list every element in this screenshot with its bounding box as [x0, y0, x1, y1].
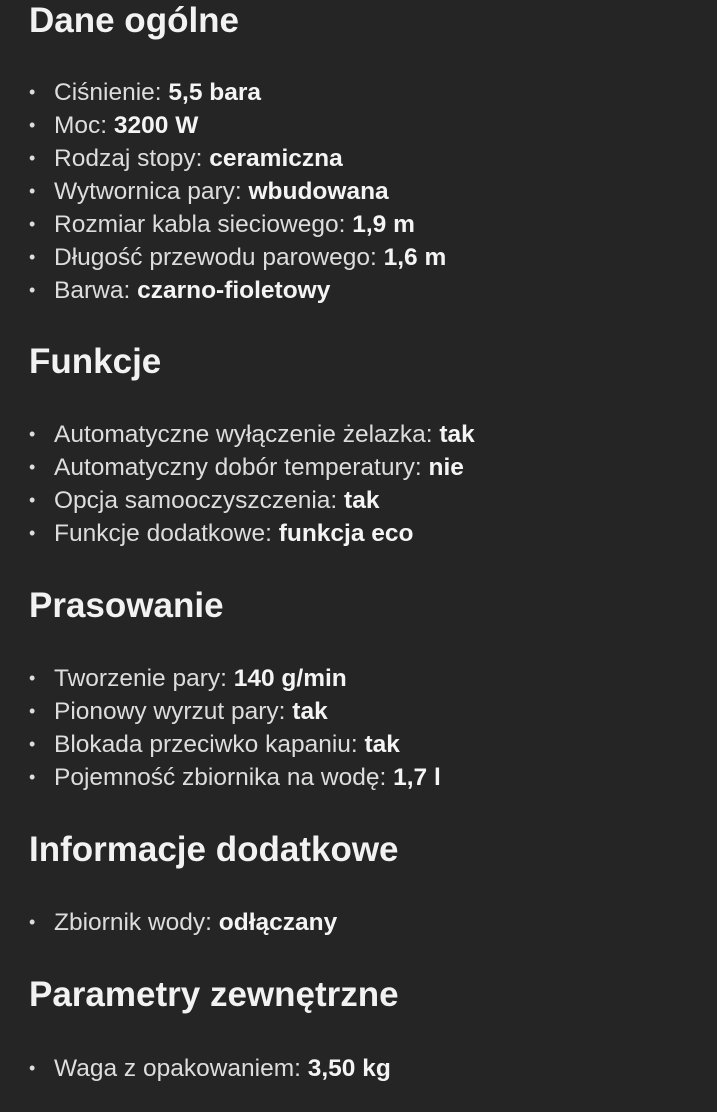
spec-label: Rozmiar kabla sieciowego:	[54, 211, 353, 238]
spec-item	[0, 695, 441, 728]
section-title-prasowanie: Prasowanie	[29, 586, 224, 625]
spec-label: Tworzenie pary:	[54, 665, 234, 692]
spec-value: ceramiczna	[209, 145, 343, 172]
spec-label: Długość przewodu parowego:	[54, 244, 384, 271]
spec-value: 3,50 kg	[307, 1055, 391, 1082]
bullet-icon: •	[29, 457, 36, 477]
spec-list-prasowanie	[0, 662, 441, 794]
spec-item	[0, 175, 446, 208]
bullet-icon: •	[29, 767, 36, 787]
spec-item	[0, 142, 446, 175]
spec-item	[0, 451, 475, 484]
bullet-icon: •	[29, 490, 36, 510]
bullet-icon: •	[29, 912, 36, 932]
spec-value: 1,7 l	[393, 764, 441, 791]
spec-label: Blokada przeciwko kapaniu:	[54, 731, 365, 758]
spec-item	[0, 761, 441, 794]
spec-label: Moc:	[54, 112, 114, 139]
spec-list-funkcje	[0, 418, 475, 550]
spec-item	[0, 109, 446, 142]
spec-label: Rodzaj stopy:	[54, 145, 210, 172]
bullet-icon: •	[29, 181, 36, 201]
spec-value: 1,6 m	[383, 244, 447, 271]
spec-value: tak	[364, 731, 400, 758]
spec-value: tak	[439, 421, 475, 448]
section-title-parametry-zewnetrzne: Parametry zewnętrzne	[29, 975, 399, 1014]
spec-value: 5,5 bara	[168, 79, 262, 106]
spec-label: Pojemność zbiornika na wodę:	[54, 764, 394, 791]
spec-item	[0, 76, 446, 109]
bullet-icon: •	[29, 523, 36, 543]
spec-list-parametry-zewnetrzne	[0, 1052, 391, 1085]
spec-label: Pionowy wyrzut pary:	[54, 698, 293, 725]
spec-label: Wytwornica pary:	[54, 178, 249, 205]
spec-item	[0, 662, 441, 695]
spec-value: wbudowana	[248, 178, 389, 205]
spec-item	[0, 517, 475, 550]
bullet-icon: •	[29, 214, 36, 234]
spec-item	[0, 208, 446, 241]
spec-item	[0, 274, 446, 307]
spec-label: Automatyczny dobór temperatury:	[54, 454, 429, 481]
bullet-icon: •	[29, 668, 36, 688]
bullet-icon: •	[29, 247, 36, 267]
spec-item	[0, 906, 337, 939]
spec-value: tak	[292, 698, 328, 725]
spec-item	[0, 241, 446, 274]
spec-value: 3200 W	[113, 112, 199, 139]
spec-value: czarno-fioletowy	[137, 277, 331, 304]
spec-label: Zbiornik wody:	[54, 909, 219, 936]
bullet-icon: •	[29, 82, 36, 102]
spec-value: odłączany	[218, 909, 338, 936]
bullet-icon: •	[29, 148, 36, 168]
spec-label: Ciśnienie:	[54, 79, 169, 106]
bullet-icon: •	[29, 280, 36, 300]
bullet-icon: •	[29, 115, 36, 135]
spec-value: tak	[344, 487, 380, 514]
bullet-icon: •	[29, 734, 36, 754]
spec-value: 140 g/min	[233, 665, 347, 692]
spec-value: funkcja eco	[278, 520, 414, 547]
spec-list-dane-ogolne	[0, 76, 446, 307]
spec-item	[0, 484, 475, 517]
spec-label: Funkcje dodatkowe:	[54, 520, 279, 547]
spec-label: Automatyczne wyłączenie żelazka:	[54, 421, 440, 448]
spec-item	[0, 728, 441, 761]
spec-label: Opcja samooczyszczenia:	[54, 487, 345, 514]
section-title-dane-ogolne: Dane ogólne	[29, 1, 240, 40]
bullet-icon: •	[29, 1058, 36, 1078]
spec-item	[0, 418, 475, 451]
spec-value: 1,9 m	[352, 211, 415, 238]
bullet-icon: •	[29, 701, 36, 721]
section-title-informacje-dodatkowe: Informacje dodatkowe	[29, 830, 399, 869]
spec-label: Waga z opakowaniem:	[54, 1055, 308, 1082]
spec-item	[0, 1052, 391, 1085]
bullet-icon: •	[29, 424, 36, 444]
section-title-funkcje: Funkcje	[29, 342, 162, 381]
spec-value: nie	[428, 454, 464, 481]
spec-list-informacje-dodatkowe	[0, 906, 337, 939]
spec-label: Barwa:	[54, 277, 138, 304]
